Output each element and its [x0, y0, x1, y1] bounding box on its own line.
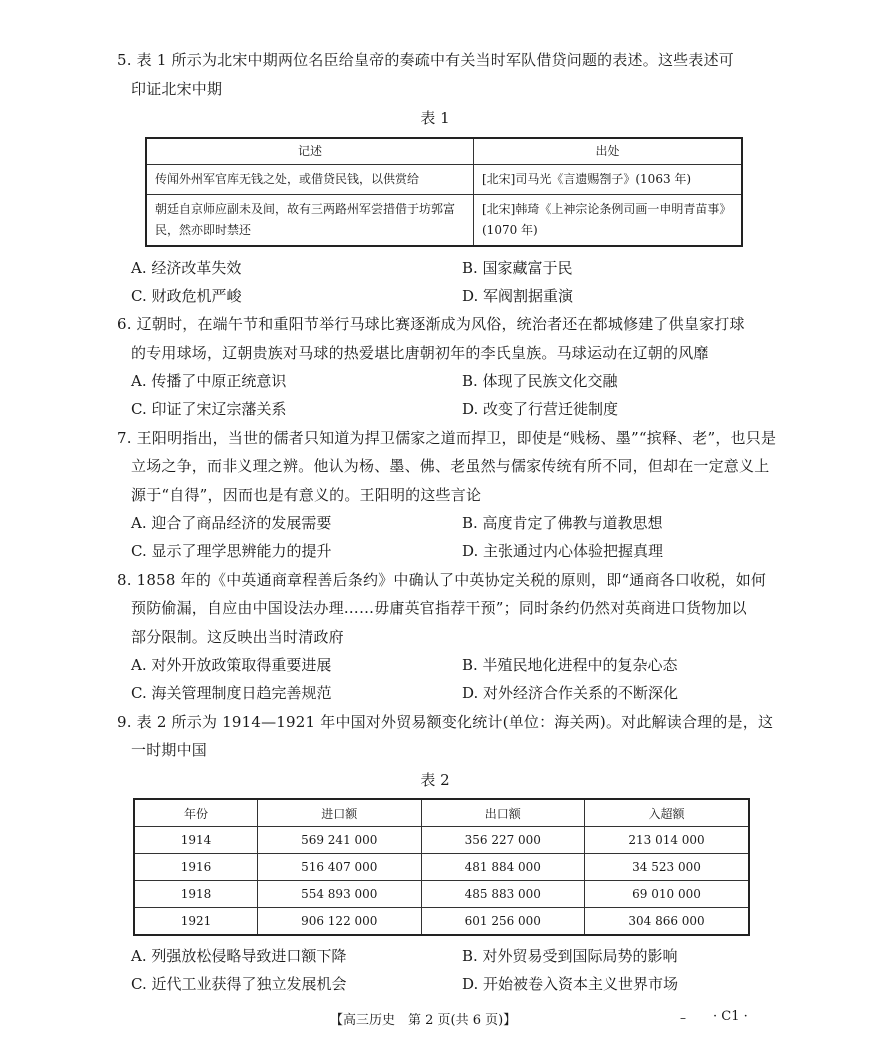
table-header-cell: 出口额 [421, 799, 585, 827]
table-cell: 朝廷自京师应副未及间，故有三两路州军尝措借于坊郭富民，然亦即时禁还 [146, 195, 474, 247]
q9-option-b: B. 对外贸易受到国际局势的影响 [462, 947, 678, 965]
q8-stem-line1: 8. 1858 年的《中英通商章程善后条约》中确认了中英协定关税的原则，即“通商各口收税，如何 [117, 571, 767, 589]
table-cell: 356 227 000 [421, 827, 585, 854]
q9-stem-line1: 9. 表 2 所示为 1914—1921 年中国对外贸易额变化统计(单位：海关两)。对此解读合理的是，这 [117, 713, 774, 731]
table-cell: 34 523 000 [585, 854, 749, 881]
page-footer: 【高三历史 第 2 页(共 6 页)】 [330, 1013, 517, 1028]
table-cell: [北宋]司马光《言遗赐劄子》(1063 年) [474, 165, 743, 195]
q8-option-c: C. 海关管理制度日趋完善规范 [131, 684, 332, 702]
table-cell: 481 884 000 [421, 854, 585, 881]
table-header-row [134, 799, 749, 827]
q8-option-b: B. 半殖民地化进程中的复杂心态 [462, 656, 678, 674]
table-cell: 554 893 000 [258, 881, 422, 908]
table-row [134, 881, 749, 908]
q5-option-d: D. 军阀割据重演 [462, 287, 574, 305]
q5-stem-line2: 印证北宋中期 [131, 80, 223, 98]
table-cell: [北宋]韩琦《上神宗论条例司画一申明青苗事》(1070 年) [474, 195, 743, 247]
q7-option-c: C. 显示了理学思辨能力的提升 [131, 542, 332, 560]
table-cell: 1914 [134, 827, 258, 854]
q7-stem-line2: 立场之争，而非义理之辨。他认为杨、墨、佛、老虽然与儒家传统有所不同，但却在一定意义上 [131, 457, 770, 475]
q7-stem-line1: 7. 王阳明指出，当世的儒者只知道为捍卫儒家之道而捍卫，即使是“贱杨、墨”“摈释、老”，也只是 [117, 429, 777, 447]
table-header-cell: 进口额 [258, 799, 422, 827]
q5-option-a: A. 经济改革失效 [131, 259, 242, 277]
footer-dash: – [680, 1011, 686, 1025]
q7-option-a: A. 迎合了商品经济的发展需要 [131, 514, 332, 532]
q6-stem-line2: 的专用球场，辽朝贵族对马球的热爱堪比唐朝初年的李氏皇族。马球运动在辽朝的风靡 [131, 344, 709, 362]
table-cell: 69 010 000 [585, 881, 749, 908]
table-row [134, 827, 749, 854]
table-header-cell: 记述 [146, 138, 474, 165]
q5-option-c: C. 财政危机严峻 [131, 287, 242, 305]
q9-table [133, 798, 750, 936]
q6-option-b: B. 体现了民族文化交融 [462, 372, 618, 390]
q5-table [145, 137, 743, 247]
table-row [134, 908, 749, 936]
q9-stem-line2: 一时期中国 [131, 741, 208, 759]
table-header-cell: 出处 [474, 138, 743, 165]
table-cell: 906 122 000 [258, 908, 422, 936]
table-cell: 569 241 000 [258, 827, 422, 854]
q6-option-a: A. 传播了中原正统意识 [131, 372, 287, 390]
q5-stem-line1: 5. 表 1 所示为北宋中期两位名臣给皇帝的奏疏中有关当时军队借贷问题的表述。这些表述可 [117, 51, 734, 69]
paper-code: · C1 · [713, 1009, 748, 1024]
q6-option-d: D. 改变了行营迁徙制度 [462, 400, 619, 418]
q9-option-d: D. 开始被卷入资本主义世界市场 [462, 975, 679, 993]
table-cell: 213 014 000 [585, 827, 749, 854]
table-cell: 485 883 000 [421, 881, 585, 908]
q8-stem-line2: 预防偷漏，自应由中国设法办理……毋庸英官指荐干预”；同时条约仍然对英商进口货物加以 [131, 599, 747, 617]
q9-option-a: A. 列强放松侵略导致进口额下降 [131, 947, 347, 965]
table-cell: 1916 [134, 854, 258, 881]
table-header-row [146, 138, 742, 165]
table-row [134, 854, 749, 881]
table-cell: 1921 [134, 908, 258, 936]
q8-option-a: A. 对外开放政策取得重要进展 [131, 656, 332, 674]
table-header-cell: 年份 [134, 799, 258, 827]
q5-option-b: B. 国家藏富于民 [462, 259, 573, 277]
table-row [146, 165, 742, 195]
q8-stem-line3: 部分限制。这反映出当时清政府 [131, 628, 344, 646]
q5-table-caption: 表 1 [420, 109, 450, 127]
q7-option-b: B. 高度肯定了佛教与道教思想 [462, 514, 663, 532]
table-cell: 304 866 000 [585, 908, 749, 936]
q6-stem-line1: 6. 辽朝时，在端午节和重阳节举行马球比赛逐渐成为风俗，统治者还在都城修建了供皇家打球 [117, 315, 745, 333]
table-cell: 传闻外州军官库无钱之处，或借贷民钱，以供赏给 [146, 165, 474, 195]
q7-option-d: D. 主张通过内心体验把握真理 [462, 542, 664, 560]
table-cell: 1918 [134, 881, 258, 908]
table-cell: 601 256 000 [421, 908, 585, 936]
q9-table-caption: 表 2 [420, 771, 450, 789]
q9-option-c: C. 近代工业获得了独立发展机会 [131, 975, 347, 993]
q6-option-c: C. 印证了宋辽宗藩关系 [131, 400, 287, 418]
table-header-cell: 入超额 [585, 799, 749, 827]
table-row [146, 195, 742, 247]
table-cell: 516 407 000 [258, 854, 422, 881]
q8-option-d: D. 对外经济合作关系的不断深化 [462, 684, 679, 702]
q7-stem-line3: 源于“自得”，因而也是有意义的。王阳明的这些言论 [131, 486, 482, 504]
